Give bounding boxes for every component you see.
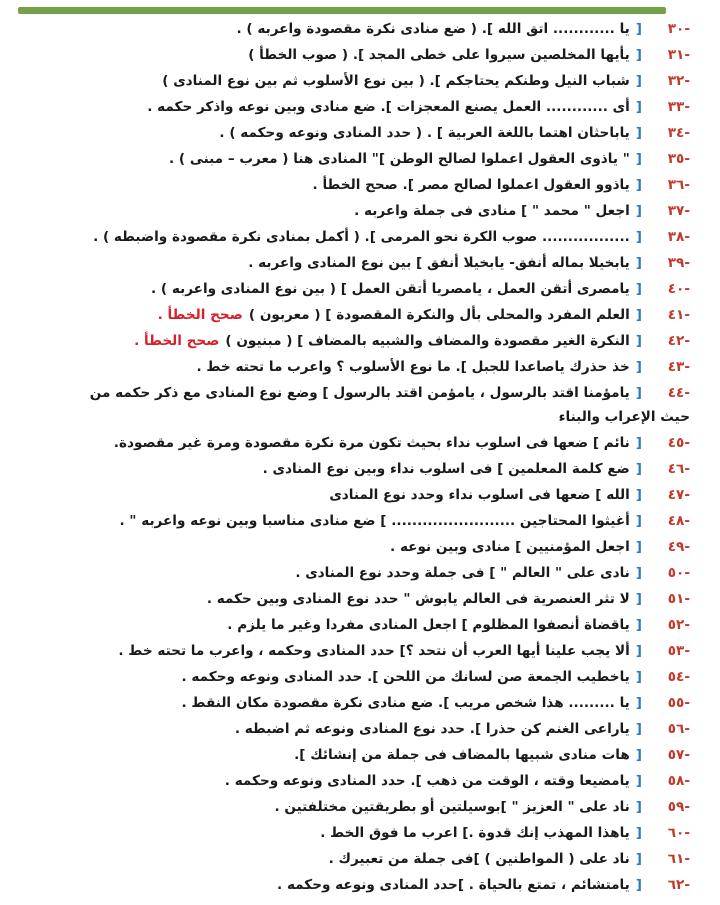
list-item (354, 198, 690, 224)
bracket-mark: [ (635, 203, 642, 219)
list-item (329, 846, 690, 872)
list-item (277, 872, 690, 898)
list-item (196, 354, 690, 380)
bracket-mark: [ (635, 307, 642, 323)
list-item (162, 68, 690, 94)
item-number: -٣٨ (667, 229, 690, 245)
item-number: -٥٩ (667, 799, 690, 815)
item-text: ياقضاة أنصفوا المظلوم ] اجعل المنادى مفردا وغير ما يلزم . (227, 617, 630, 633)
item-number: -٤٢ (667, 333, 690, 349)
item-number: -٥٥ (667, 695, 690, 711)
bracket-mark: [ (635, 643, 642, 659)
item-text: " ياذوى العقول اعملوا لصالح الوطن ]" المنادى هنا ( معرب – مبنى ) . (168, 151, 630, 167)
list-item (118, 638, 690, 664)
item-number: -٣١ (667, 47, 690, 63)
bracket-mark: [ (635, 565, 642, 581)
list-item (93, 224, 690, 250)
item-text: خذ حذرك ياصاعدا للجبل ]. ما نوع الأسلوب ؟ واعرب ما تحته خط . (196, 359, 630, 375)
list-item (225, 768, 690, 794)
list-item (169, 146, 690, 172)
item-text: يابخيلا بماله أنفق- يابخيلا أنفق ] بين نوع المنادى واعربه . (248, 255, 630, 271)
bracket-mark: [ (635, 669, 642, 685)
item-number: -٣٢ (667, 73, 690, 89)
bracket-mark: [ (635, 513, 642, 529)
bracket-mark: [ (635, 773, 642, 789)
list-item (248, 250, 690, 276)
bracket-mark: [ (635, 385, 642, 401)
item-text: أغيثوا المحتاجين ........................ ] ضع منادى مناسبا وبين نوعه واعربه " . (119, 513, 630, 529)
bracket-mark: [ (635, 229, 642, 245)
item-number: -٤٨ (667, 513, 690, 529)
item-text: الله ] ضعها فى اسلوب نداء وحدد نوع المنادى (329, 487, 630, 503)
item-text: يامتشائم ، تمتع بالحياة . ]حدد المنادى ونوعه وحكمه . (277, 877, 630, 893)
item-text: ياخطيب الجمعة صن لسانك من اللحن ]. حدد المنادى ونوعه وحكمه . (181, 669, 630, 685)
bracket-mark: [ (635, 799, 642, 815)
item-text: ياباحثان اهتما باللغة العربية ] . ( حدد المنادى ونوعه وحكمه ) . (219, 125, 630, 141)
item-text: هات منادى شبيها بالمضاف فى جملة من إنشائك ]. (294, 747, 630, 763)
list-item (147, 94, 690, 120)
bracket-mark: [ (635, 255, 642, 271)
list-item (248, 42, 690, 68)
item-number: -٤٥ (667, 435, 690, 451)
bracket-mark: [ (635, 721, 642, 737)
bracket-mark: [ (635, 21, 642, 37)
bracket-mark: [ (635, 877, 642, 893)
item-text: نادى على " العالم " ] فى جملة وحدد نوع المنادى . (295, 565, 630, 581)
list-item (237, 16, 690, 42)
item-text: يامؤمنا اقتد بالرسول ، يامؤمن اقتد بالرسول ] وضع نوع المنادى مع ذكر حكمه من (89, 385, 630, 401)
item-number: -٤٦ (667, 461, 690, 477)
list-item (158, 302, 690, 328)
item-number: -٥٤ (667, 669, 690, 685)
item-number: -٦١ (667, 851, 690, 867)
correction-hint: صحح الخطأ . (157, 307, 243, 323)
item-number: -٣٠ (667, 21, 690, 37)
item-number: -٥٦ (667, 721, 690, 737)
item-number: -٤٠ (667, 281, 690, 297)
list-item (329, 482, 690, 508)
item-text: ياراعى الغنم كن حذرا ]. حدد نوع المنادى ونوعه ثم اضبطه . (234, 721, 630, 737)
list-item (207, 586, 690, 612)
list-item (114, 430, 690, 456)
item-text: لا تثر العنصرية فى العالم يابوش " حدد نوع المنادى وبين حكمه . (206, 591, 630, 607)
item-number: -٥٠ (667, 565, 690, 581)
item-text: يا ............ اتق الله ]. ( ضع منادى نكرة مقصودة واعربه ) . (236, 21, 630, 37)
bracket-mark: [ (635, 359, 642, 375)
list-item (320, 820, 690, 846)
item-number: -٤٣ (667, 359, 690, 375)
bracket-mark: [ (635, 487, 642, 503)
bracket-mark: [ (635, 539, 642, 555)
item-text: ضع كلمة المعلمين ] فى اسلوب نداء وبين نوع المنادى . (262, 461, 630, 477)
item-text: حيث الإعراب والبناء (558, 409, 690, 425)
list-item (182, 664, 690, 690)
item-number: -٥٨ (667, 773, 690, 789)
list-item (263, 456, 690, 482)
item-number: -٤٩ (667, 539, 690, 555)
list-item (313, 172, 690, 198)
list-item (119, 508, 690, 534)
correction-hint: صحح الخطأ . (134, 333, 220, 349)
item-number: -٣٧ (667, 203, 690, 219)
item-text: ياذوو العقول اعملوا لصالح مصر ]. صحح الخطأ . (312, 177, 630, 193)
bracket-mark: [ (635, 747, 642, 763)
list-item (151, 276, 690, 302)
item-text: النكرة الغير مقصودة والمضاف والشبيه بالمضاف ] ( مبنيون ) (225, 333, 630, 349)
bracket-mark: [ (635, 695, 642, 711)
list-item (134, 328, 690, 354)
bracket-mark: [ (635, 151, 642, 167)
item-number: -٤٧ (667, 487, 690, 503)
bracket-mark: [ (635, 73, 642, 89)
list-item (235, 716, 690, 742)
item-number: -٥٢ (667, 617, 690, 633)
bracket-mark: [ (635, 617, 642, 633)
bracket-mark: [ (635, 125, 642, 141)
list-item-continuation (559, 404, 690, 430)
item-text: شباب النيل وطنكم يحتاجكم ]. ( بين نوع الأسلوب ثم بين نوع المنادى ) (162, 73, 630, 89)
item-text: العلم المفرد والمحلى بأل والنكرة المقصودة ] ( معربون ) (248, 307, 630, 323)
item-text: ................. صوب الكرة نحو المرمى ]. ( أكمل بمنادى نكرة مقصودة واضبطه ) . (93, 229, 630, 245)
bracket-mark: [ (635, 461, 642, 477)
bracket-mark: [ (635, 47, 642, 63)
item-text: يأيها المخلصين سيروا على خطى المجد ]. ( صوب الخطأ ) (248, 47, 630, 63)
list-item (227, 612, 690, 638)
item-number: -٣٤ (667, 125, 690, 141)
item-number: -٣٩ (667, 255, 690, 271)
item-text: يامصرى أتقن العمل ، يامصريا أتقن العمل ] ( بين نوع المنادى واعربه ) . (151, 281, 630, 297)
item-text: يامضيعا وقته ، الوقت من ذهب ]. حدد المنادى ونوعه وحكمه . (224, 773, 630, 789)
item-text: ياهذا المهذب إنك قدوة .] اعرب ما فوق الخط . (320, 825, 630, 841)
item-number: -٤٤ (667, 385, 690, 401)
item-number: -٣٦ (667, 177, 690, 193)
item-number: -٣٥ (667, 151, 690, 167)
item-number: -٤١ (667, 307, 690, 323)
item-number: -٦٠ (667, 825, 690, 841)
bracket-mark: [ (635, 281, 642, 297)
bracket-mark: [ (635, 591, 642, 607)
item-text: ناد على ( المواطنين ) ]فى جملة من تعبيرك . (328, 851, 630, 867)
bracket-mark: [ (635, 825, 642, 841)
list-item (294, 742, 690, 768)
bracket-mark: [ (635, 99, 642, 115)
item-number: -٥٧ (667, 747, 690, 763)
item-number: -٥١ (667, 591, 690, 607)
item-text: أى ............ العمل يصنع المعجزات ]. ضع منادى وبين نوعه واذكر حكمه . (147, 99, 630, 115)
list-item (182, 690, 690, 716)
item-text: اجعل " محمد " ] منادى فى جملة واعربه . (354, 203, 630, 219)
list-item (219, 120, 690, 146)
list-item (274, 794, 690, 820)
list-item (90, 380, 690, 406)
list-item (390, 534, 690, 560)
bracket-mark: [ (635, 333, 642, 349)
bracket-mark: [ (635, 851, 642, 867)
item-number: -٣٣ (667, 99, 690, 115)
item-text: يا ......... هذا شخص مريب ]. ضع منادى نكرة مقصودة مكان النقط . (181, 695, 630, 711)
item-text: ألا يجب علينا أيها العرب أن نتحد ؟] حدد المنادى وحكمه ، واعرب ما تحته خط . (118, 643, 630, 659)
bracket-mark: [ (635, 435, 642, 451)
item-number: -٦٢ (667, 877, 690, 893)
bracket-mark: [ (635, 177, 642, 193)
item-text: ناد على " العزيز " ]بوسيلتين أو بطريقتين مختلفتين . (274, 799, 630, 815)
item-text: اجعل المؤمنيين ] منادى وبين نوعه . (390, 539, 630, 555)
item-text: نائم ] ضعها فى اسلوب نداء بحيث تكون مرة نكرة مقصودة ومرة غير مقصودة. (113, 435, 630, 451)
list-item (295, 560, 690, 586)
item-number: -٥٣ (667, 643, 690, 659)
